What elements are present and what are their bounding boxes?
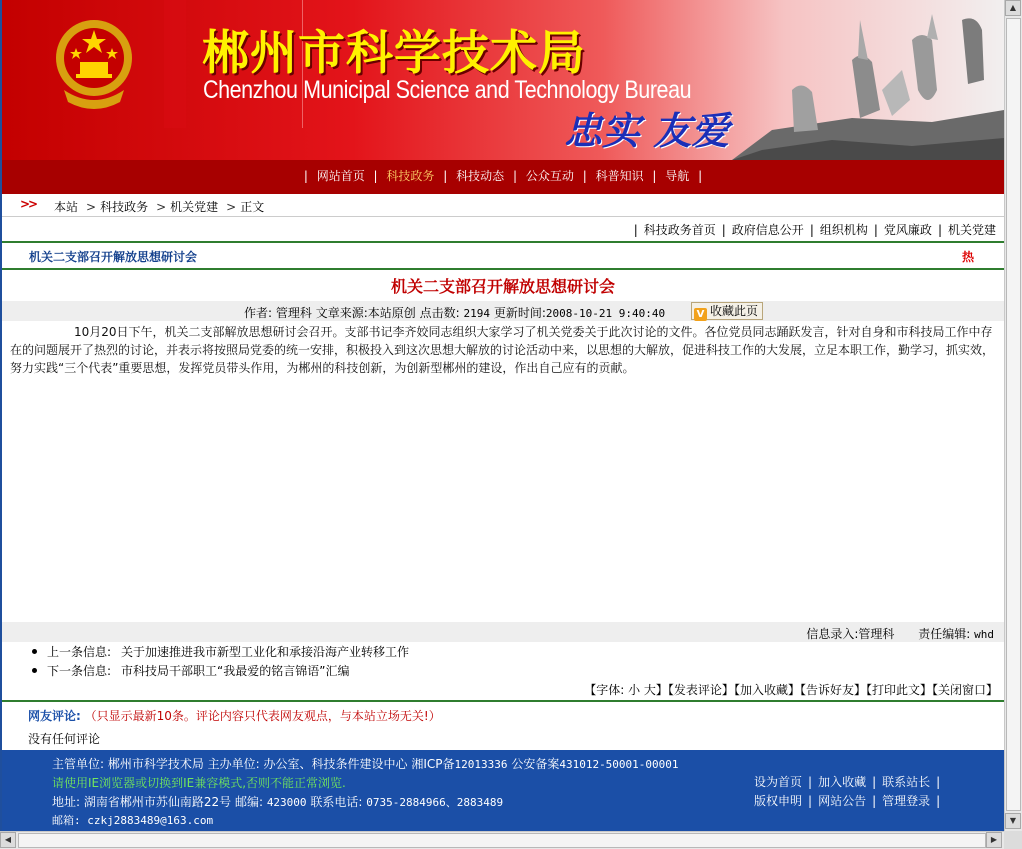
bookmark-v-icon: V xyxy=(694,308,707,321)
breadcrumb-item-party-building[interactable]: 机关党建 xyxy=(170,200,219,214)
article-author: 管理科 xyxy=(275,306,312,320)
main-nav: | 网站首页 | 科技政务 | 科技动态 | 公众互动 | 科普知识 | 导航 | xyxy=(2,160,1004,194)
site-title-english: Chenzhou Municipal Science and Technology Bureau xyxy=(203,76,692,104)
police-record-number: 431012-50001-00001 xyxy=(559,758,679,771)
sub-nav: | 科技政务首页 | 政府信息公开 | 组织机构 | 党风廉政 | 机关党建 xyxy=(633,223,996,237)
subnav-item-integrity[interactable]: 党风廉政 xyxy=(883,223,932,237)
entry-person: 管理科 xyxy=(858,627,895,641)
icp-number: 12013336 xyxy=(454,758,508,771)
subnav-item-party-building[interactable]: 机关党建 xyxy=(947,223,996,237)
bookmark-page-button[interactable]: V 收藏此页 xyxy=(691,302,763,320)
next-article-link[interactable]: 市科技局干部职工“我最爱的铭言锦语”汇编 xyxy=(121,664,350,678)
nav-item-sci-affairs[interactable]: 科技政务 xyxy=(386,169,435,183)
tell-friend-link[interactable]: 【告诉好友】 xyxy=(799,683,866,697)
section-title: 机关二支部召开解放思想研讨会 xyxy=(29,250,198,264)
close-window-link[interactable]: 【关闭窗口】 xyxy=(931,683,998,697)
vertical-scrollbar[interactable] xyxy=(1004,0,1022,831)
comments-header xyxy=(28,707,441,724)
site-title: 郴州市科学技术局 xyxy=(202,26,586,81)
font-large-link[interactable]: 大】 xyxy=(643,683,668,697)
nav-item-home[interactable]: 网站首页 xyxy=(316,169,365,183)
add-favorite-link[interactable]: 【加入收藏】 xyxy=(733,683,800,697)
national-emblem-icon xyxy=(54,10,134,116)
section-title-bar xyxy=(2,244,1004,268)
scroll-down-icon[interactable]: ▼ xyxy=(1005,813,1021,829)
nav-item-navigation[interactable]: 导航 xyxy=(665,169,690,183)
nav-item-public-interaction[interactable]: 公众互动 xyxy=(525,169,574,183)
statue-illustration xyxy=(732,0,1004,160)
vertical-scroll-thumb[interactable] xyxy=(1006,18,1021,811)
article-updated-time: 2008-10-21 9:40:40 xyxy=(545,307,666,320)
breadcrumb-item-sci-affairs[interactable]: 科技政务 xyxy=(100,200,149,214)
article-meta: 作者: 管理科 文章来源:本站原创 点击数: 2194 更新时间:2008-10-21 9:40:40 V 收藏此页 xyxy=(2,301,1004,321)
contact-phone: 0735-2884966、2883489 xyxy=(366,796,504,809)
nav-item-popular-science[interactable]: 科普知识 xyxy=(595,169,644,183)
breadcrumb-item-current: 正文 xyxy=(240,200,265,214)
no-comments-text: 没有任何评论 xyxy=(28,732,101,746)
divider xyxy=(2,700,1004,702)
prev-item: 上一条信息: 关于加速推进我市新型工业化和承接沿海产业转移工作 xyxy=(32,643,409,662)
set-homepage-link[interactable]: 设为首页 xyxy=(754,775,803,789)
admin-login-link[interactable]: 管理登录 xyxy=(882,794,931,808)
subnav-item-affairs-home[interactable]: 科技政务首页 xyxy=(643,223,716,237)
subnav-item-organization[interactable]: 组织机构 xyxy=(819,223,868,237)
breadcrumb-item-site[interactable]: 本站 xyxy=(54,200,79,214)
comments-heading: 网友评论: xyxy=(28,709,81,723)
nav-item-sci-news[interactable]: 科技动态 xyxy=(456,169,505,183)
font-small-link[interactable]: 小 xyxy=(628,683,641,697)
print-link[interactable]: 【打印此文】 xyxy=(865,683,932,697)
footer-add-favorite-link[interactable]: 加入收藏 xyxy=(818,775,867,789)
subnav-item-gov-info[interactable]: 政府信息公开 xyxy=(731,223,804,237)
scroll-up-icon[interactable]: ▲ xyxy=(1005,0,1021,16)
zip-code: 423000 xyxy=(266,796,307,809)
scroll-right-icon[interactable]: ▶ xyxy=(986,832,1002,848)
article-source: 本站原创 xyxy=(367,306,416,320)
editor-info: 信息录入:管理科 责任编辑: whd xyxy=(2,622,1004,642)
browser-notice: 请使用IE浏览器或切换到IE兼容模式,否则不能正常浏览. xyxy=(52,776,346,790)
banner-motto: 忠实 友爱 xyxy=(564,109,730,153)
article-body: 10月20日下午，机关二支部解放思想研讨会召开。支部书记李齐姣同志组织大家学习了机关党委关于此次讨论的文件。各位党员同志踊跃发言，针对自身和市科技局工作中存在的问题展开了热烈的讨论，并表示将按照局党委的统一安排，积极投入到这次思想大解放的讨论活动中来，以思想的大解放，促进科技工作的大发展，立足本职工作，勤学习，抓实效，努力实践“三个代表”重要思想，发挥党员带头作用，为郴州的科技创新，为创新型郴州的建设，作出自己应有的贡献。 xyxy=(10,325,995,375)
article-tools: 【字体: 小 大】【发表评论】【加入收藏】【告诉好友】【打印此文】【关闭窗口】 xyxy=(584,683,998,697)
double-chevron-right-icon: >> xyxy=(20,197,37,211)
scroll-left-icon[interactable]: ◀ xyxy=(0,832,16,848)
post-comment-link[interactable]: 【发表评论】 xyxy=(667,683,734,697)
responsible-editor: whd xyxy=(974,628,994,641)
site-notice-link[interactable]: 网站公告 xyxy=(818,794,867,808)
article-title: 机关二支部召开解放思想研讨会 xyxy=(390,277,615,296)
next-item: 下一条信息: 市科技局干部职工“我最爱的铭言锦语”汇编 xyxy=(32,662,409,681)
prev-article-link[interactable]: 关于加速推进我市新型工业化和承接沿海产业转移工作 xyxy=(121,645,410,659)
site-banner xyxy=(2,0,1004,160)
site-footer: 主管单位: 郴州市科学技术局 主办单位: 办公室、科技条件建设中心 湘ICP备12013336 公安备案431012-50001-00001 请使用IE浏览器或切换到IE兼容模式,否则不能正常浏览. 地址: 湖南省郴州市苏仙南路22号 邮编: 423000 联系电话: 0735-2884966、2883489 邮箱: czkj2883489@163.com 设为首页 | 加入收藏 | 联系站长 | 版权申明 | 网站公告 | 管理登录 | xyxy=(2,750,1004,831)
horizontal-scrollbar[interactable] xyxy=(0,831,1004,849)
comments-note: （只显示最新10条。评论内容只代表网友观点，与本站立场无关!） xyxy=(84,709,441,723)
hot-badge: 热 xyxy=(961,250,974,264)
prev-next-links xyxy=(32,643,409,681)
copyright-link[interactable]: 版权申明 xyxy=(754,794,803,808)
divider xyxy=(2,241,1004,243)
contact-email: 邮箱: czkj2883489@163.com xyxy=(52,814,214,827)
article-clicks: 2194 xyxy=(463,307,490,320)
contact-webmaster-link[interactable]: 联系站长 xyxy=(882,775,931,789)
breadcrumb: >> 本站 > 科技政务 > 机关党建 > 正文 xyxy=(2,194,1004,217)
scrollbar-corner xyxy=(1004,831,1022,849)
divider xyxy=(2,268,1004,270)
footer-links: 设为首页 | 加入收藏 | 联系站长 | 版权申明 | 网站公告 | 管理登录 | xyxy=(754,775,941,808)
horizontal-scroll-thumb[interactable] xyxy=(18,833,986,848)
